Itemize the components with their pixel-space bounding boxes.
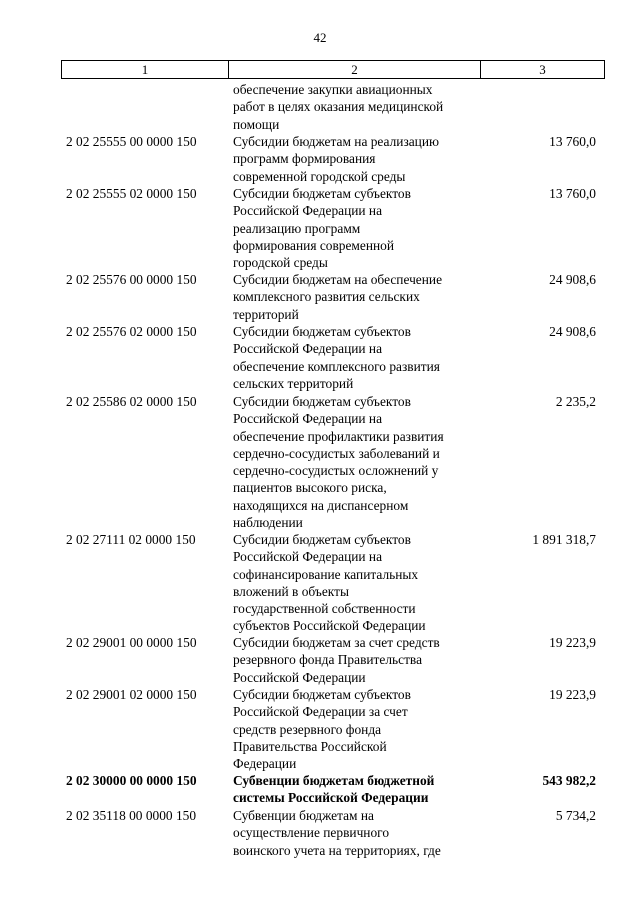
budget-amount: 19 223,9 (549, 687, 596, 702)
budget-item-name-line: Российской Федерации на (233, 341, 383, 357)
budget-code: 2 02 35118 00 0000 150 (66, 808, 197, 823)
budget-item-name (233, 807, 483, 859)
budget-item-name-line: Субсидии бюджетам субъектов (233, 687, 411, 702)
budget-amount: 24 908,6 (549, 272, 596, 287)
budget-item-name (233, 531, 483, 635)
budget-item-name-line: наблюдении (233, 515, 303, 531)
budget-item-name-line: резервного фонда Правительства (233, 652, 423, 668)
budget-item-name-line: воинского учета на территориях, где (233, 842, 441, 858)
continuation-line: обеспечение закупки авиационных (233, 82, 433, 97)
budget-code: 2 02 25586 02 0000 150 (66, 394, 197, 409)
budget-item-name-line: осуществление первичного (233, 825, 390, 841)
budget-item-name-line: Субвенции бюджетам бюджетной (233, 773, 435, 788)
column-header-row (62, 61, 605, 79)
budget-item-name (233, 686, 483, 772)
budget-item-name-line: обеспечение комплексного развития (233, 358, 440, 374)
budget-item-name-line: пациентов высокого риска, (233, 480, 387, 496)
budget-item-name-line: Российской Федерации за счет (233, 704, 408, 720)
column-header-2: 2 (229, 61, 481, 79)
column-header-3: 3 (481, 61, 605, 79)
budget-item-name-line: Правительства Российской (233, 738, 387, 754)
budget-amount: 13 760,0 (549, 186, 596, 201)
budget-item-name-line: Субсидии бюджетам субъектов (233, 186, 411, 201)
budget-item-name-line: сердечно-сосудистых заболеваний и (233, 445, 440, 461)
budget-code: 2 02 25576 02 0000 150 (66, 324, 197, 339)
budget-item-name (233, 772, 483, 807)
budget-item-name-line: находящихся на диспансерном (233, 497, 409, 513)
budget-amount: 24 908,6 (549, 324, 596, 339)
budget-code: 2 02 29001 00 0000 150 (66, 635, 197, 650)
column-header-table (61, 60, 605, 79)
budget-item-name-line: Российской Федерации на (233, 203, 383, 219)
budget-item-name-line: Субсидии бюджетам за счет средств (233, 635, 440, 650)
budget-code: 2 02 27111 02 0000 150 (66, 532, 196, 547)
budget-code: 2 02 25555 00 0000 150 (66, 134, 197, 149)
budget-amount: 13 760,0 (549, 134, 596, 149)
budget-item-name-line: Российской Федерации на (233, 549, 383, 565)
budget-item-name-line: Субвенции бюджетам на (233, 808, 374, 823)
continuation-line: работ в целях оказания медицинской (233, 99, 444, 115)
budget-item-name-line: городской среды (233, 255, 328, 271)
budget-item-name-line: Субсидии бюджетам на обеспечение (233, 272, 443, 287)
budget-item-name-line: софинансирование капитальных (233, 566, 419, 582)
budget-item-name (233, 634, 483, 686)
budget-item-name-line: сельских территорий (233, 375, 354, 391)
budget-item-name (233, 393, 483, 531)
column-header-1: 1 (62, 61, 229, 79)
budget-code: 2 02 25555 02 0000 150 (66, 186, 197, 201)
budget-code: 2 02 25576 00 0000 150 (66, 272, 197, 287)
budget-item-name-line: Субсидии бюджетам на реализацию (233, 134, 440, 149)
budget-code: 2 02 30000 00 0000 150 (66, 773, 197, 788)
budget-amount: 2 235,2 (555, 394, 596, 409)
budget-item-name (233, 133, 483, 185)
budget-item-name (233, 271, 483, 323)
budget-item-name-line: программ формирования (233, 151, 376, 167)
budget-item-name-line: средств резервного фонда (233, 721, 382, 737)
budget-item-name-line: системы Российской Федерации (233, 790, 429, 806)
budget-item-name-line: обеспечение профилактики развития (233, 428, 444, 444)
budget-amount: 19 223,9 (549, 635, 596, 650)
budget-code: 2 02 29001 02 0000 150 (66, 687, 197, 702)
budget-amount: 543 982,2 (542, 773, 596, 788)
continuation-text (233, 81, 483, 133)
budget-item-name-line: современной городской среды (233, 168, 406, 184)
budget-item-name-line: территорий (233, 306, 299, 322)
budget-item-name-line: субъектов Российской Федерации (233, 618, 426, 634)
budget-item-name-line: государственной собственности (233, 601, 416, 617)
budget-item-name-line: реализацию программ (233, 220, 361, 236)
budget-item-name-line: сердечно-сосудистых осложнений у (233, 463, 439, 479)
continuation-line: помощи (233, 116, 280, 132)
page-number: 42 (313, 30, 327, 45)
budget-amount: 5 734,2 (555, 808, 596, 823)
budget-item-name-line: Субсидии бюджетам субъектов (233, 532, 411, 547)
budget-item-name-line: вложений в объекты (233, 583, 349, 599)
budget-amount: 1 891 318,7 (532, 532, 596, 547)
budget-item-name (233, 185, 483, 271)
budget-item-name-line: комплексного развития сельских (233, 289, 420, 305)
budget-item-name-line: Федерации (233, 756, 297, 772)
budget-item-name (233, 323, 483, 392)
budget-item-name-line: Субсидии бюджетам субъектов (233, 394, 411, 409)
budget-item-name-line: Субсидии бюджетам субъектов (233, 324, 411, 339)
budget-item-name-line: Российской Федерации (233, 669, 366, 685)
budget-item-name-line: Российской Федерации на (233, 411, 383, 427)
budget-item-name-line: формирования современной (233, 237, 395, 253)
